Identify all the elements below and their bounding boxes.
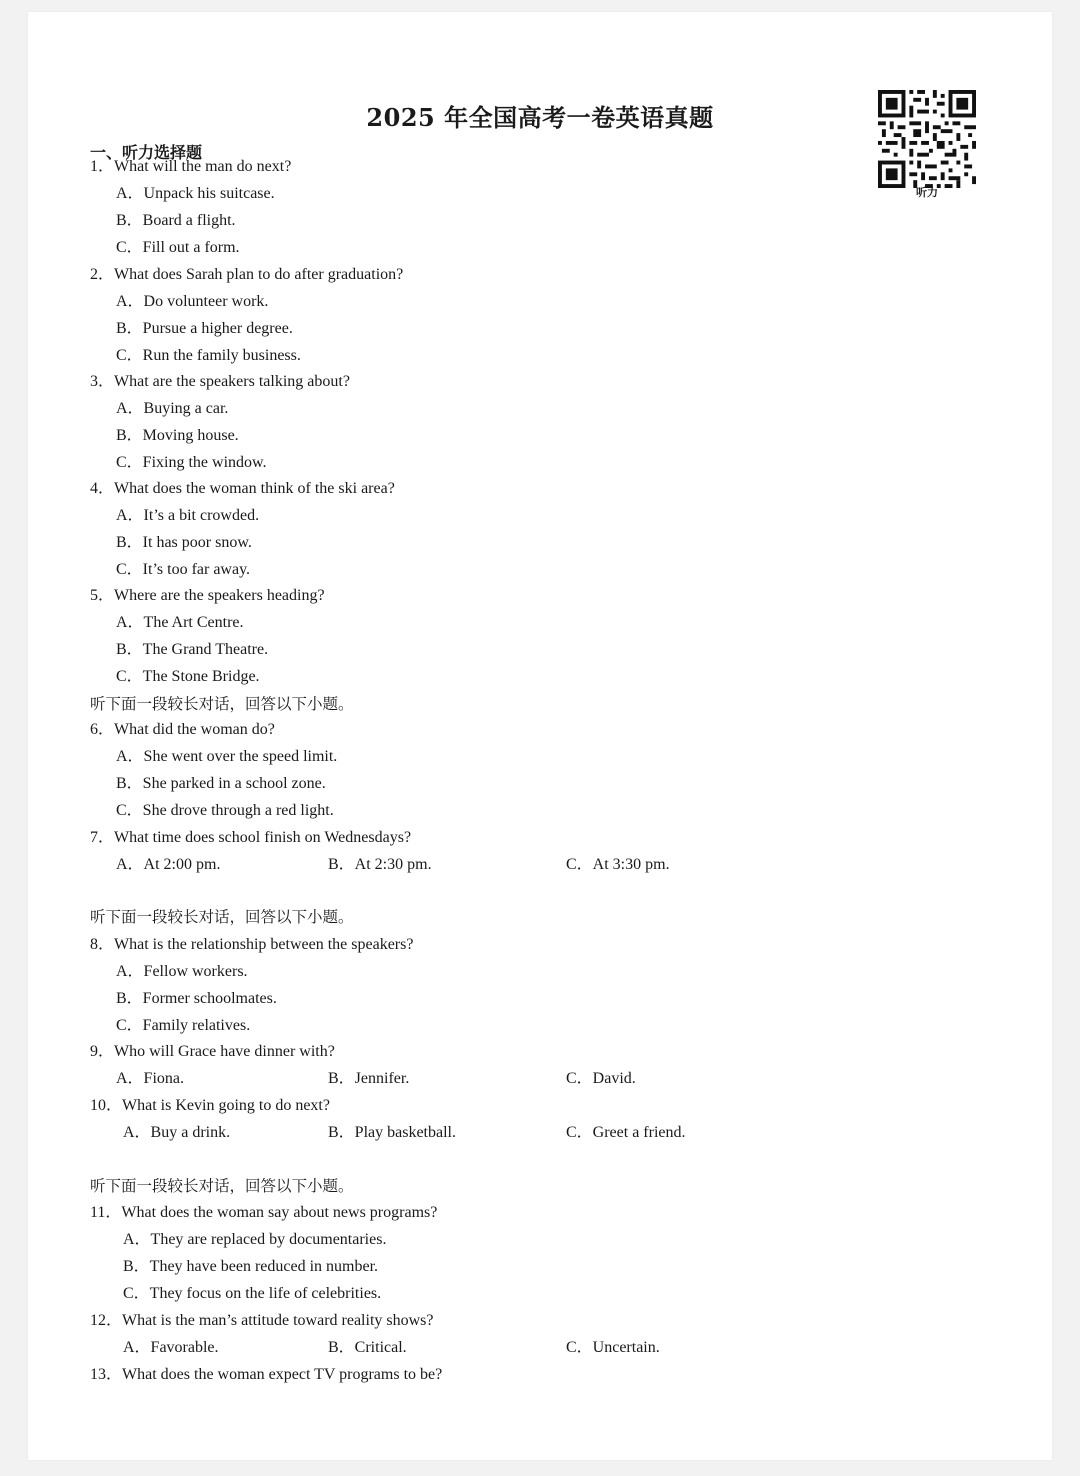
- question-number: 12．: [90, 1312, 123, 1329]
- question-text: Where are the speakers heading?: [114, 587, 325, 604]
- q1-option-a[interactable]: A．Unpack his suitcase.: [116, 185, 275, 202]
- q4-option-b[interactable]: B．It has poor snow.: [116, 534, 252, 551]
- q6-option-a[interactable]: A．She went over the speed limit.: [116, 748, 338, 765]
- question-text: What does the woman say about news programs?: [121, 1204, 438, 1221]
- q10-option-b[interactable]: B．Play basketball.: [328, 1124, 456, 1141]
- q11-option-c[interactable]: C．They focus on the life of celebrities.: [123, 1285, 382, 1302]
- q8-option-c[interactable]: C．Family relatives.: [116, 1017, 251, 1034]
- q11-option-b[interactable]: B．They have been reduced in number.: [123, 1258, 379, 1275]
- q8-option-a[interactable]: A．Fellow workers.: [116, 963, 248, 980]
- question-4: [90, 479, 395, 499]
- q1-option-b[interactable]: B．Board a flight.: [116, 212, 236, 229]
- question-number: 6．: [90, 721, 115, 738]
- q10-option-c[interactable]: C．Greet a friend.: [566, 1124, 686, 1141]
- q9-option-a[interactable]: A．Fiona.: [116, 1070, 185, 1087]
- question-number: 3．: [90, 373, 115, 390]
- question-8: [90, 935, 413, 955]
- q3-option-b[interactable]: B．Moving house.: [116, 427, 239, 444]
- q10-option-a[interactable]: A．Buy a drink.: [123, 1124, 231, 1141]
- question-3: [90, 372, 350, 392]
- question-9: [90, 1042, 335, 1062]
- question-13: [90, 1365, 442, 1385]
- q2-option-a[interactable]: A．Do volunteer work.: [116, 293, 269, 310]
- dialogue-note: 听下面一段较长对话，回答以下小题。: [90, 908, 354, 926]
- question-12: [90, 1311, 434, 1331]
- q3-option-a[interactable]: A．Buying a car.: [116, 400, 229, 417]
- question-number: 11．: [90, 1204, 122, 1221]
- listening-qr-code[interactable]: [878, 90, 976, 200]
- qr-label: 听力: [916, 186, 938, 199]
- q9-option-b[interactable]: B．Jennifer.: [328, 1070, 410, 1087]
- question-text: What is the relationship between the speakers?: [114, 936, 414, 953]
- question-text: What does the woman think of the ski area?: [114, 480, 395, 497]
- q12-option-b[interactable]: B．Critical.: [328, 1339, 407, 1356]
- question-number: 5．: [90, 587, 115, 604]
- question-text: What does Sarah plan to do after graduation?: [114, 266, 404, 283]
- exam-page: [28, 12, 1052, 1460]
- question-text: What is the man’s attitude toward reality shows?: [122, 1312, 434, 1329]
- question-2: [90, 265, 403, 285]
- dialogue-note: 听下面一段较长对话，回答以下小题。: [90, 1177, 354, 1195]
- q4-option-a[interactable]: A．It’s a bit crowded.: [116, 507, 260, 524]
- question-text: What does the woman expect TV programs to be?: [122, 1366, 443, 1383]
- exam-title: 2025 年全国高考一卷英语真题: [366, 103, 714, 132]
- q5-option-b[interactable]: B．The Grand Theatre.: [116, 641, 269, 658]
- q6-option-b[interactable]: B．She parked in a school zone.: [116, 775, 326, 792]
- question-text: What is Kevin going to do next?: [122, 1097, 330, 1114]
- question-11: [90, 1203, 437, 1223]
- question-7: [90, 828, 411, 848]
- question-number: 1．: [90, 158, 115, 175]
- q3-option-c[interactable]: C．Fixing the window.: [116, 454, 267, 471]
- question-text: What are the speakers talking about?: [114, 373, 350, 390]
- qr-code-icon: [878, 90, 976, 188]
- q9-option-c[interactable]: C．David.: [566, 1070, 636, 1087]
- question-number: 2．: [90, 266, 115, 283]
- q7-option-a[interactable]: A．At 2:00 pm.: [116, 856, 221, 873]
- question-10: [90, 1096, 330, 1116]
- q7-option-b[interactable]: B．At 2:30 pm.: [328, 856, 432, 873]
- dialogue-note: 听下面一段较长对话，回答以下小题。: [90, 695, 354, 713]
- q2-option-b[interactable]: B．Pursue a higher degree.: [116, 320, 293, 337]
- question-text: What did the woman do?: [114, 721, 275, 738]
- question-text: What time does school finish on Wednesdays?: [114, 829, 412, 846]
- question-1: [90, 157, 291, 177]
- section-heading: 一、听力选择题: [90, 143, 203, 162]
- question-6: [90, 720, 275, 740]
- q12-option-a[interactable]: A．Favorable.: [123, 1339, 219, 1356]
- q1-option-c[interactable]: C．Fill out a form.: [116, 239, 240, 256]
- question-number: 13．: [90, 1366, 123, 1383]
- q12-option-c[interactable]: C．Uncertain.: [566, 1339, 660, 1356]
- q11-option-a[interactable]: A．They are replaced by documentaries.: [123, 1231, 387, 1248]
- q2-option-c[interactable]: C．Run the family business.: [116, 347, 301, 364]
- question-5: [90, 586, 325, 606]
- question-number: 8．: [90, 936, 115, 953]
- q7-option-c[interactable]: C．At 3:30 pm.: [566, 856, 670, 873]
- q8-option-b[interactable]: B．Former schoolmates.: [116, 990, 277, 1007]
- question-number: 7．: [90, 829, 115, 846]
- q4-option-c[interactable]: C．It’s too far away.: [116, 561, 251, 578]
- question-number: 10．: [90, 1097, 123, 1114]
- question-text: Who will Grace have dinner with?: [114, 1043, 335, 1060]
- question-text: What will the man do next?: [114, 158, 292, 175]
- question-number: 4．: [90, 480, 115, 497]
- q6-option-c[interactable]: C．She drove through a red light.: [116, 802, 334, 819]
- q5-option-a[interactable]: A．The Art Centre.: [116, 614, 244, 631]
- q5-option-c[interactable]: C．The Stone Bridge.: [116, 668, 260, 685]
- question-number: 9．: [90, 1043, 115, 1060]
